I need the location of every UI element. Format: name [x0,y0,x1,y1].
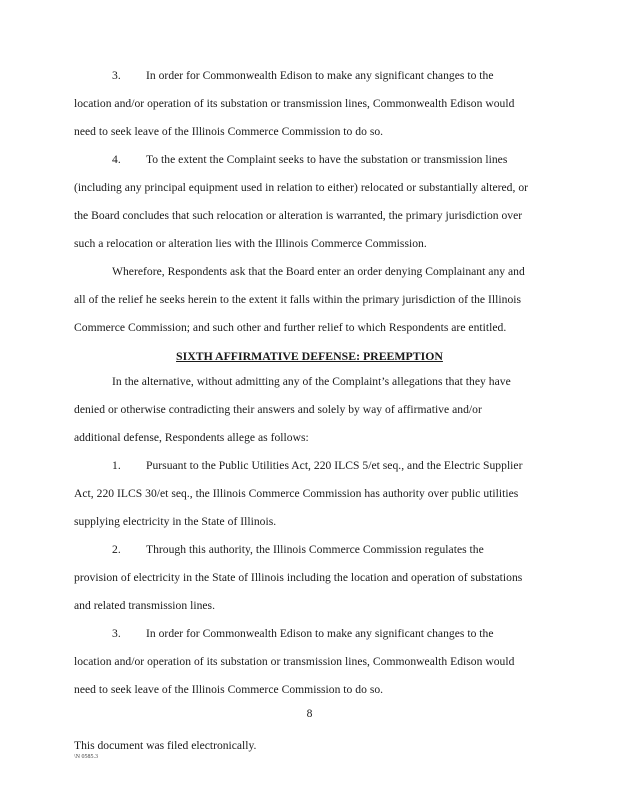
section-heading: SIXTH AFFIRMATIVE DEFENSE: PREEMPTION [176,349,443,363]
item-2-line-1 [112,543,484,557]
paragraph-number: 3. [112,627,121,640]
line-text: In order for Commonwealth Edison to make any significant changes to the [146,627,494,640]
filing-note: This document was filed electronically. [74,739,257,752]
item-3-line-3: need to seek leave of the Illinois Commerce Commission to do so. [74,683,384,696]
paragraph-4-line-1 [112,153,507,167]
line-text: In order for Commonwealth Edison to make any significant changes to the [146,69,494,82]
paragraph-4-line-3: the Board concludes that such relocation or alteration is warranted, the primary jurisdiction over [74,209,523,222]
paragraph-number: 1. [112,459,121,472]
intro-line-3: additional defense, Respondents allege as follows: [74,431,309,444]
paragraph-3-line-3: need to seek leave of the Illinois Commerce Commission to do so. [74,125,384,138]
item-2-line-2: provision of electricity in the State of Illinois including the location and operation of substations [74,571,523,584]
page-number: 8 [306,707,313,720]
intro-line-1: In the alternative, without admitting any of the Complaint’s allegations that they have [112,375,511,388]
item-1-line-1 [112,459,522,473]
paragraph-number: 2. [112,543,121,556]
wherefore-line-3: Commerce Commission; and such other and further relief to which Respondents are entitled. [74,321,507,334]
paragraph-number: 3. [112,69,121,82]
paragraph-number: 4. [112,153,121,166]
line-text: To the extent the Complaint seeks to have the substation or transmission lines [146,153,508,166]
wherefore-line-1: Wherefore, Respondents ask that the Board enter an order denying Complainant any and [112,265,525,278]
item-1-line-2: Act, 220 ILCS 30/et seq., the Illinois Commerce Commission has authority over public utilities [74,487,519,500]
wherefore-line-2: all of the relief he seeks herein to the extent it falls within the primary jurisdiction of the Illinois [74,293,522,306]
intro-line-2: denied or otherwise contradicting their answers and solely by way of affirmative and/or [74,403,482,416]
line-text: Pursuant to the Public Utilities Act, 220 ILCS 5/et seq., and the Electric Supplier [146,459,523,472]
item-3-line-1 [112,627,494,641]
document-id: \N 0585.3 [74,754,98,760]
paragraph-3-line-2: location and/or operation of its substation or transmission lines, Commonwealth Edison would [74,97,515,110]
paragraph-4-line-2: (including any principal equipment used in relation to either) relocated or substantially altered, or [74,181,529,194]
paragraph-4-line-4: such a relocation or alteration lies with the Illinois Commerce Commission. [74,237,427,250]
item-1-line-3: supplying electricity in the State of Illinois. [74,515,277,528]
item-2-line-3: and related transmission lines. [74,599,216,612]
paragraph-3-line-1 [112,69,494,83]
line-text: Through this authority, the Illinois Commerce Commission regulates the [146,543,484,556]
item-3-line-2: location and/or operation of its substation or transmission lines, Commonwealth Edison would [74,655,515,668]
